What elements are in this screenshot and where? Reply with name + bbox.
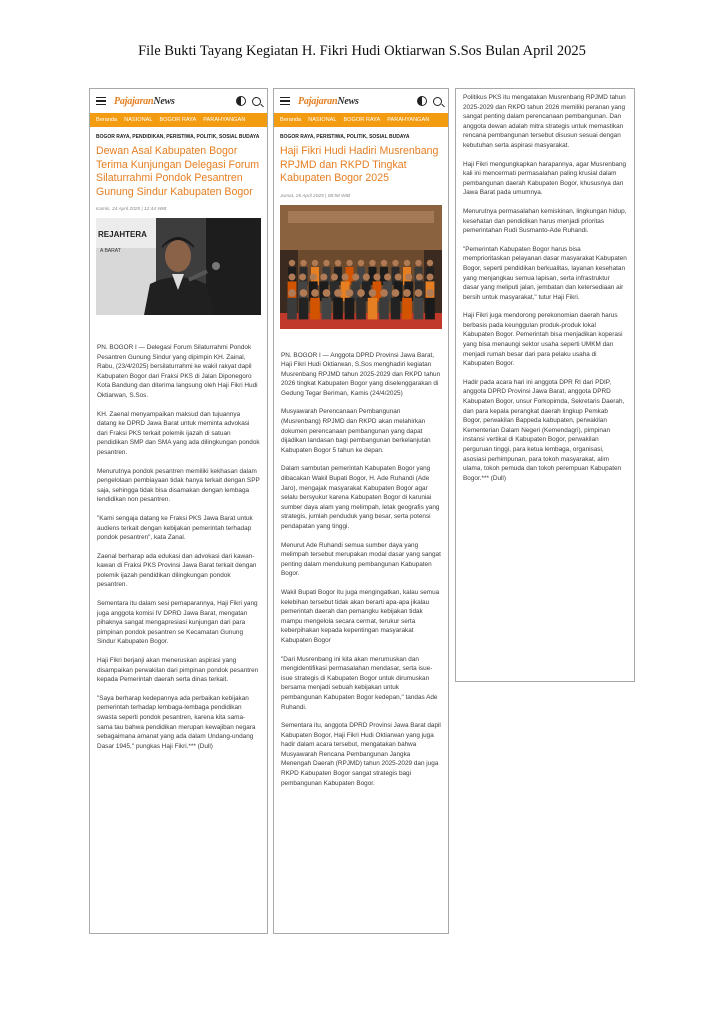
- nav-item-bogor-raya[interactable]: BOGOR RAYA: [159, 117, 197, 123]
- menu-icon[interactable]: [280, 97, 290, 106]
- document-title: File Bukti Tayang Kegiatan H. Fikri Hudi Oktiarwan S.Sos Bulan April 2025: [138, 43, 586, 59]
- photo-banner-text: REJAHTERA: [98, 230, 147, 239]
- paragraph: Zaenal berharap ada edukasi dan advokasi dari kawan-kawan di Fraksi PKS Provinsi Jawa Barat terkait dengan polemik ijazah pendidikan dilingkungan pondok pesantren.: [97, 552, 257, 589]
- article-screenshot-1: [89, 88, 268, 934]
- menu-icon[interactable]: [96, 97, 106, 106]
- paragraph: Dalam sambutan pemerintah Kabupaten Bogor yang dibacakan Wakil Bupati Bogor, H. Ade Ruhandi (Ade Jaro), mengajak masyarakat Kabupaten Bogor agar selalu bersyukur karena Kabupaten Bogor di karuniai sumber daya alam yang melimpah, letak geografis yang strategis, jumlah penduduk yang besar, serta potensi pendapatan yang tinggi.: [281, 465, 440, 530]
- article-categories: BOGOR RAYA, PENDIDIKAN, PERISTIWA, POLITIK, SOSIAL BUDAYA: [96, 134, 260, 140]
- paragraph: Musyawarah Perencanaan Pembangunan (Musrenbang) RPJMD dan RKPD akan melahirkan dokumen perencanaan pembangunan yang dapat dijadikan landasan bagi pembangunan berkelanjutan Kabupaten Bogor 5 tahun ke depan.: [281, 408, 431, 454]
- article-photo-group: [280, 205, 442, 329]
- paragraph: Politikus PKS itu mengatakan Musrenbang RPJMD tahun 2025-2029 dan RKPD tahun 2026 memiliki peranan yang sangat penting dalam perencanaan pembangunan. Dan anggota dewan adalah mitra strategis untuk memastikan rencana pembangunan tersebut disusun sesuai dengan kebutuhan serta aspirasi masyarakat.: [463, 94, 626, 149]
- article-meta: Jumat, 25 April 2025 | 08:58 WIB: [280, 193, 351, 199]
- site-logo[interactable]: PajajaranNews: [298, 95, 359, 107]
- article-photo: [96, 218, 261, 315]
- nav-item-beranda[interactable]: Beranda: [96, 117, 118, 123]
- photo-banner-text-2: A BARAT: [100, 248, 121, 254]
- paragraph: Haji Fikri mengungkapkan harapannya, agar Musrenbang kali ini mencermati permasalahan paling krusial dalam pembangunan daerah Kabupaten Bogor, khususnya dan Jawa Barat pada umumnya.: [463, 160, 627, 197]
- paragraph: Wakil Bupati Bogor itu juga mengingatkan, kalau semua kelebihan tersebut tidak akan berarti apa-apa jikalau pemerintah daerah dan pemangku kebijakan tidak mampu mengelola secara cermat, terukur serta keberpihakan kepada kepentingan masyarakat Kabupaten Bogor: [281, 588, 440, 644]
- nav-item-nasional[interactable]: NASIONAL: [124, 117, 153, 123]
- search-icon[interactable]: [433, 97, 442, 106]
- nav-item-parahyangan[interactable]: PARAHYANGAN: [203, 117, 246, 123]
- search-icon[interactable]: [252, 97, 261, 106]
- paragraph: Hadir pada acara hari ini anggota DPR RI dari PDIP, anggota DPRD Provinsi Jawa Barat, anggota DPRD Kabupaten Bogor, unsur Forkopimda, Sekretaris Daerah, dan para kepala perangkat daerah lingkup Pemkab Bogor, perwakilan Bappeda kabupaten, perwakilan Kementerian Dalam Negeri (Kemendagri), pimpinan instansi vertikal di Kabupaten Bogor, perwakilan perguruan tinggi, para ketua lembaga, organisasi, asosiasi perhimpunan, para tokoh masyarakat, alim ulama, tokoh pemuda dan tokoh perempuan Kabupaten Bogor.*** (Dull): [463, 378, 625, 482]
- paragraph: PN. BOGOR I — Delegasi Forum Silaturrahmi Pondok Pesantren Gunung Sindur yang dipimpin KH. Zainal, Rabu, (23/4/2025) bersilaturrahmi ke wakil rakyat dapil Kabupaten Bogor dari Fraksi PKS di Jalan Diponegoro Kota Bandung dan diterima langsung oleh Haji Fikri Hudi Oktiarwan, S.Sos.: [97, 344, 258, 399]
- article-headline: Haji Fikri Hudi Hadiri Musrenbang RPJMD dan RKPD Tingkat Kabupaten Bogor 2025: [280, 145, 439, 184]
- nav-bar: [90, 113, 267, 127]
- nav-item-parahyangan[interactable]: PARAHYANGAN: [387, 117, 430, 123]
- article-screenshot-2: [273, 88, 449, 934]
- paragraph: "Dari Musrenbang ini kita akan merumuskan dan mengidentifikasi permasalahan mendasar, serta isue-isue strategis di Kabupaten Bogor untuk dirumuskan bersama menjadi sebuah kebijakan untuk pembangunan Kabupaten Bogor kedepan," tandas Ade Ruhandi.: [281, 655, 438, 711]
- paragraph: "Saya berharap kedepannya ada perbaikan kebijakan pemerintah terhadap lembaga-lembaga pendidikan swasta seperti pondok pesantren, karena kita sama-sama tau bahwa pendidikan merupan kewajiban negara sebagaimana amanat yang ada dalam Undang-undang Dasar 1945," pungkas Haji Fikri.*** (Dull): [97, 694, 256, 750]
- nav-bar: [274, 113, 448, 127]
- article-meta: Kamis, 24 April 2025 | 12:44 WIB: [96, 207, 167, 212]
- paragraph: "Pemerintah Kabupaten Bogor harus bisa memprioritaskan pelayanan dasar masyarakat Kabupaten Bogor, seperti pendidikan berkualitas, layanan kesehatan yang menjangkau semua lapisan, serta infrastruktur dasar yang meliputi jalan, jembatan dan ketersediaan air bersih untuk masyarakat," tutur Haji Fikri.: [463, 245, 627, 301]
- article-headline: Dewan Asal Kabupaten Bogor Terima Kunjungan Delegasi Forum Silaturrahmi Pondok Pesantren Gunung Sindur Kabupaten Bogor: [96, 145, 260, 198]
- theme-toggle-icon[interactable]: [236, 96, 246, 106]
- site-header: [90, 89, 267, 113]
- article-screenshot-3: [455, 88, 635, 682]
- paragraph: Haji Fikri juga mendorong perekonomian daerah harus berbasis pada keunggulan produk-produk lokal Kabupaten Bogor. Pemerintah bisa menjadikan koperasi yang bisa menaungi sektor usaha seperti UMKM dan menjadi rumah besar dari para pelaku usaha di Kabupaten Bogor.: [463, 312, 623, 368]
- paragraph: Menurutnya permasalahan kemiskinan, lingkungan hidup, kesehatan dan pendidikan harus menjadi prioritas pemerintahan Rudi Susmanto-Ade Ruhandi.: [463, 207, 627, 235]
- nav-item-nasional[interactable]: NASIONAL: [308, 117, 337, 123]
- paragraph: Sementara itu, anggota DPRD Provinsi Jawa Barat dapil Kabupaten Bogor, Haji Fikri Hudi Oktiarwan yang juga hadir dalam acara tersebut, mengatakan bahwa Musyawarah Rencana Pembangunan Jangka Menengah Daerah (RPJMD) tahun 2025-2029 dan juga RKPD Kabupaten Bogor sangat strategis bagi pembangunan Kabupaten Bogor.: [281, 722, 441, 787]
- article-body: [274, 351, 448, 789]
- paragraph: Menurutnya pondok pesantren memiliki kekhasan dalam pengelolaan pembiayaan tidak hanya terkait dengan SPP saja, sehingga tidak bisa disamakan dengan lembaga lendidikan non pesantren.: [97, 467, 260, 504]
- site-logo[interactable]: PajajaranNews: [114, 95, 175, 107]
- theme-toggle-icon[interactable]: [417, 96, 427, 106]
- site-header: [274, 89, 448, 113]
- article-body: [456, 93, 634, 483]
- paragraph: Haji Fikri berjanji akan meneruskan aspirasi yang disampaikan perwakilan dari pimpinan pondok pesantren kepada Pemerintah daerah serta dinas terkait.: [97, 657, 259, 684]
- paragraph: "Kami sengaja datang ke Fraksi PKS Jawa Barat untuk audiens terkait dengan kebijakan pemerintah terhadap pondok pesantren", kata Zanal.: [97, 514, 253, 542]
- paragraph: Sementara itu dalam sesi pemaparannya, Haji Fikri yang juga anggota komisi IV DPRD Jawa Barat, mengatan pihaknya sangat mengapresiasi kunjungan dari para pimpinan pondok pesantren se Kecamatan Gunung Sindur Kabupaten Bogor.: [97, 600, 258, 646]
- article-categories: BOGOR RAYA, PERISTIWA, POLITIK, SOSIAL BUDAYA: [280, 134, 410, 140]
- article-body: [90, 343, 267, 751]
- paragraph: KH. Zaenal menyampaikan maksud dan tujuannya datang ke DPRD Jawa Barat untuk meminta advokasi dari Fraksi PKS terkait polemik ijazah di satuan pendidikan SMP dan SMA yang ada dilingkungan pondok pesantren.: [97, 410, 260, 456]
- nav-item-bogor-raya[interactable]: BOGOR RAYA: [343, 117, 381, 123]
- paragraph: Menurut Ade Ruhandi semua sumber daya yang melimpah tersebut merupakan modal dasar yang sangat penting dalam mendukung pembangunan Kabupaten Bogor.: [281, 541, 441, 578]
- paragraph: PN. BOGOR I — Anggota DPRD Provinsi Jawa Barat, Haji Fikri Hudi Oktiarwan, S.Sos menghadiri kegiatan Musrenbang RPJMD tahun 2025-2029 dan RKPD tahun 2026 tingkat Kabupaten Bogor yang diselenggarakan di Gedung Tegar Beriman, Kamis (24/4/2025): [281, 351, 441, 397]
- nav-item-beranda[interactable]: Beranda: [280, 117, 302, 123]
